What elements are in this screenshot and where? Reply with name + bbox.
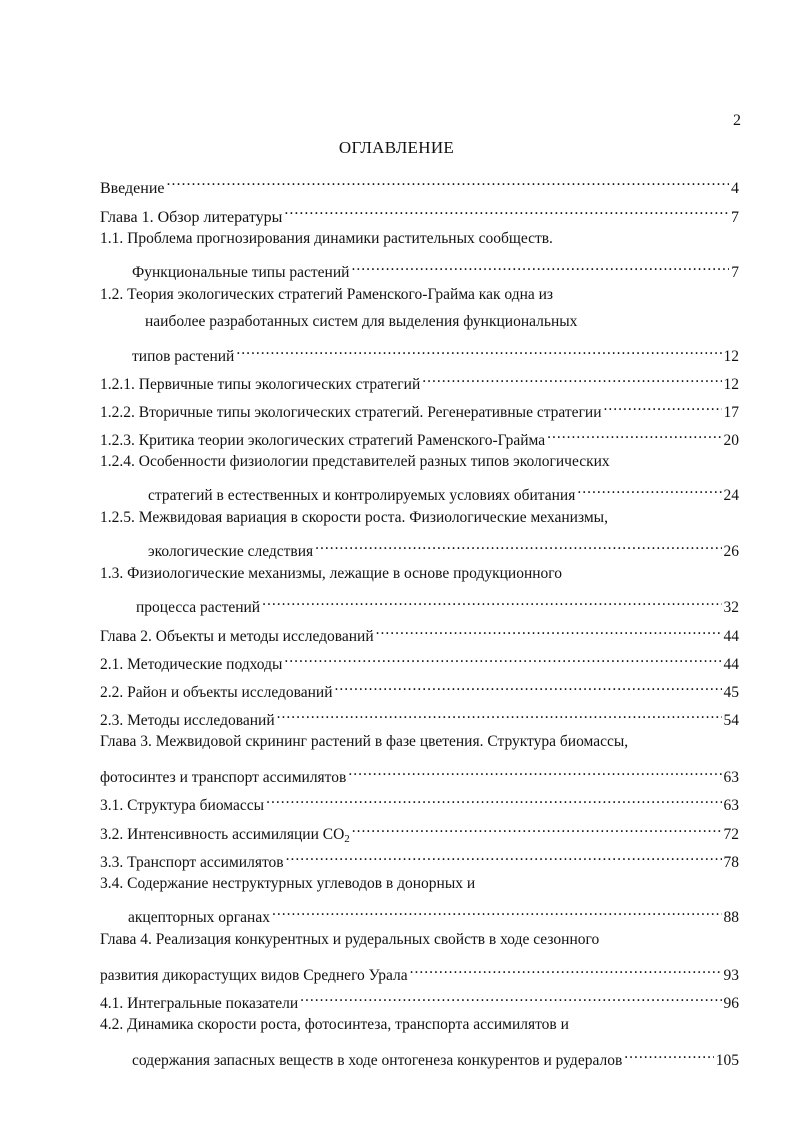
toc-entry-1-2-line2: наиболее разработанных систем для выделения функциональных: [145, 313, 578, 330]
dot-leader: [547, 421, 721, 445]
toc-entry-text: стратегий в естественных и контролируемых условиях обитания: [148, 487, 576, 504]
dot-leader: [284, 645, 721, 669]
toc-entry-page: 54: [723, 712, 739, 729]
toc-entry-3-2: [100, 815, 739, 845]
toc-entry-text: Глава 1. Обзор литературы: [100, 209, 283, 226]
toc-entry-4-2-line1: 4.2. Динамика скорости роста, фотосинтеза, транспорта ассимилятов и: [100, 1016, 569, 1033]
toc-entry-page: 26: [723, 543, 739, 560]
toc-entry-chapter-4-line1: Глава 4. Реализация конкурентных и рудеральных свойств в ходе сезонного: [100, 931, 600, 948]
toc-entry-intro: [100, 169, 739, 197]
toc-entry-2-2: [100, 673, 739, 701]
dot-leader: [604, 393, 722, 417]
toc-entry-page: 63: [723, 769, 739, 786]
dot-leader: [167, 169, 730, 193]
dot-leader: [335, 673, 722, 697]
toc-entry-3-4-line1: 3.4. Содержание неструктурных углеводов в донорных и: [100, 875, 476, 892]
toc-entry-1-2-4: [148, 476, 739, 504]
dot-leader: [351, 253, 729, 277]
dot-leader: [272, 898, 722, 922]
toc-entry-text: 3.1. Структура биомассы: [100, 797, 265, 814]
dot-leader: [348, 758, 721, 782]
toc-entry-text: Введение: [100, 180, 165, 197]
dot-leader: [410, 956, 722, 980]
toc-entry-1-2-5: [148, 532, 739, 560]
toc-entry-2-1: [100, 645, 739, 673]
toc-entry-chapter-3: [100, 758, 739, 786]
toc-entry-1-2-line1: 1.2. Теория экологических стратегий Раменского-Грайма как одна из: [100, 286, 554, 303]
toc-entry-text: типов растений: [132, 348, 235, 365]
dot-leader: [624, 1041, 713, 1065]
toc-entry-page: 45: [723, 684, 739, 701]
toc-entry-page: 44: [723, 656, 739, 673]
toc-entry-page: 44: [723, 628, 739, 645]
toc-entry-1-1: [132, 253, 739, 281]
toc-entry-1-1-line1: 1.1. Проблема прогнозирования динамики растительных сообществ.: [100, 230, 553, 247]
toc-entry-page: 78: [723, 854, 739, 871]
dot-leader: [266, 786, 721, 810]
toc-entry-text: акцепторных органах: [128, 909, 270, 926]
dot-leader: [315, 532, 721, 556]
toc-entry-page: 17: [723, 404, 739, 421]
dot-leader: [300, 984, 721, 1008]
toc-entry-3-4: [128, 898, 739, 926]
dot-leader: [376, 617, 722, 641]
dot-leader: [286, 843, 722, 867]
toc-entry-chapter-3-line1: Глава 3. Межвидовой скрининг растений в фазе цветения. Структура биомассы,: [100, 733, 629, 750]
toc-entry-page: 24: [723, 487, 739, 504]
toc-entry-text: 1.2.1. Первичные типы экологических стратегий: [100, 376, 421, 393]
toc-entry-page: 72: [723, 826, 739, 843]
toc-entry-text: 2.2. Район и объекты исследований: [100, 684, 333, 701]
dot-leader: [236, 337, 721, 361]
dot-leader: [277, 701, 722, 725]
toc-entry-page: 12: [723, 376, 739, 393]
toc-entry-page: 93: [723, 967, 739, 984]
toc-entry-4-2: [132, 1041, 739, 1069]
toc-entry-1-2: [132, 337, 739, 365]
dot-leader: [284, 198, 729, 222]
toc-entry-text: 2.1. Методические подходы: [100, 656, 283, 673]
toc-entry-4-1: [100, 984, 739, 1012]
toc-entry-text: 1.2.3. Критика теории экологических стратегий Раменского-Грайма: [100, 432, 546, 449]
toc-entry-text: Функциональные типы растений: [132, 264, 350, 281]
dot-leader: [422, 365, 721, 389]
toc-entry-page: 7: [731, 209, 739, 226]
toc-entry-1-3-line1: 1.3. Физиологические механизмы, лежащие в основе продукционного: [100, 565, 563, 582]
toc-entry-page: 7: [731, 264, 739, 281]
toc-entry-page: 12: [723, 348, 739, 365]
dot-leader: [352, 815, 722, 839]
toc-entry-text: 1.2.2. Вторичные типы экологических стратегий. Регенеративные стратегии: [100, 404, 602, 421]
toc-entry-1-3: [136, 588, 739, 616]
dot-leader: [577, 476, 721, 500]
toc-entry-text: развития дикорастущих видов Среднего Урала: [100, 967, 408, 984]
toc-entry-3-1: [100, 786, 739, 814]
co2-subscript: 2: [344, 833, 350, 845]
toc-entry-page: 96: [723, 995, 739, 1012]
toc-entry-chapter-4: [100, 956, 739, 984]
toc-entry-1-2-1: [100, 365, 739, 393]
toc-entry-text: содержания запасных веществ в ходе онтогенеза конкурентов и рудералов: [132, 1052, 623, 1069]
toc-entry-page: 20: [723, 432, 739, 449]
toc-entry-text: процесса растений: [136, 599, 261, 616]
page-number: 2: [733, 112, 741, 129]
dot-leader: [262, 588, 721, 612]
toc-entry-text: фотосинтез и транспорт ассимилятов: [100, 769, 347, 786]
toc-entry-text: экологические следствия: [148, 543, 314, 560]
toc-entry-page: 4: [731, 180, 739, 197]
toc-entry-3-3: [100, 843, 739, 871]
toc-entry-2-3: [100, 701, 739, 729]
toc-entry-text: 3.3. Транспорт ассимилятов: [100, 854, 284, 871]
toc-entry-text: 2.3. Методы исследований: [100, 712, 275, 729]
toc-title: ОГЛАВЛЕНИЕ: [338, 138, 455, 157]
toc-entry-page: 32: [723, 599, 739, 616]
toc-entry-chapter-1: [100, 198, 739, 226]
toc-entry-chapter-2: [100, 617, 739, 645]
toc-entry-page: 88: [723, 909, 739, 926]
toc-entry-1-2-5-line1: 1.2.5. Межвидовая вариация в скорости роста. Физиологические механизмы,: [100, 509, 608, 526]
co2-text: 3.2. Интенсивность ассимиляции CO: [100, 826, 345, 843]
toc-entry-page: 63: [723, 797, 739, 814]
toc-entry-1-2-3: [100, 421, 739, 449]
toc-entry-text: 4.1. Интегральные показатели: [100, 995, 299, 1012]
toc-entry-page: 105: [715, 1052, 739, 1069]
toc-entry-1-2-4-line1: 1.2.4. Особенности физиологии представителей разных типов экологических: [100, 453, 610, 470]
toc-entry-1-2-2: [100, 393, 739, 421]
toc-entry-text: Глава 2. Объекты и методы исследований: [100, 628, 374, 645]
